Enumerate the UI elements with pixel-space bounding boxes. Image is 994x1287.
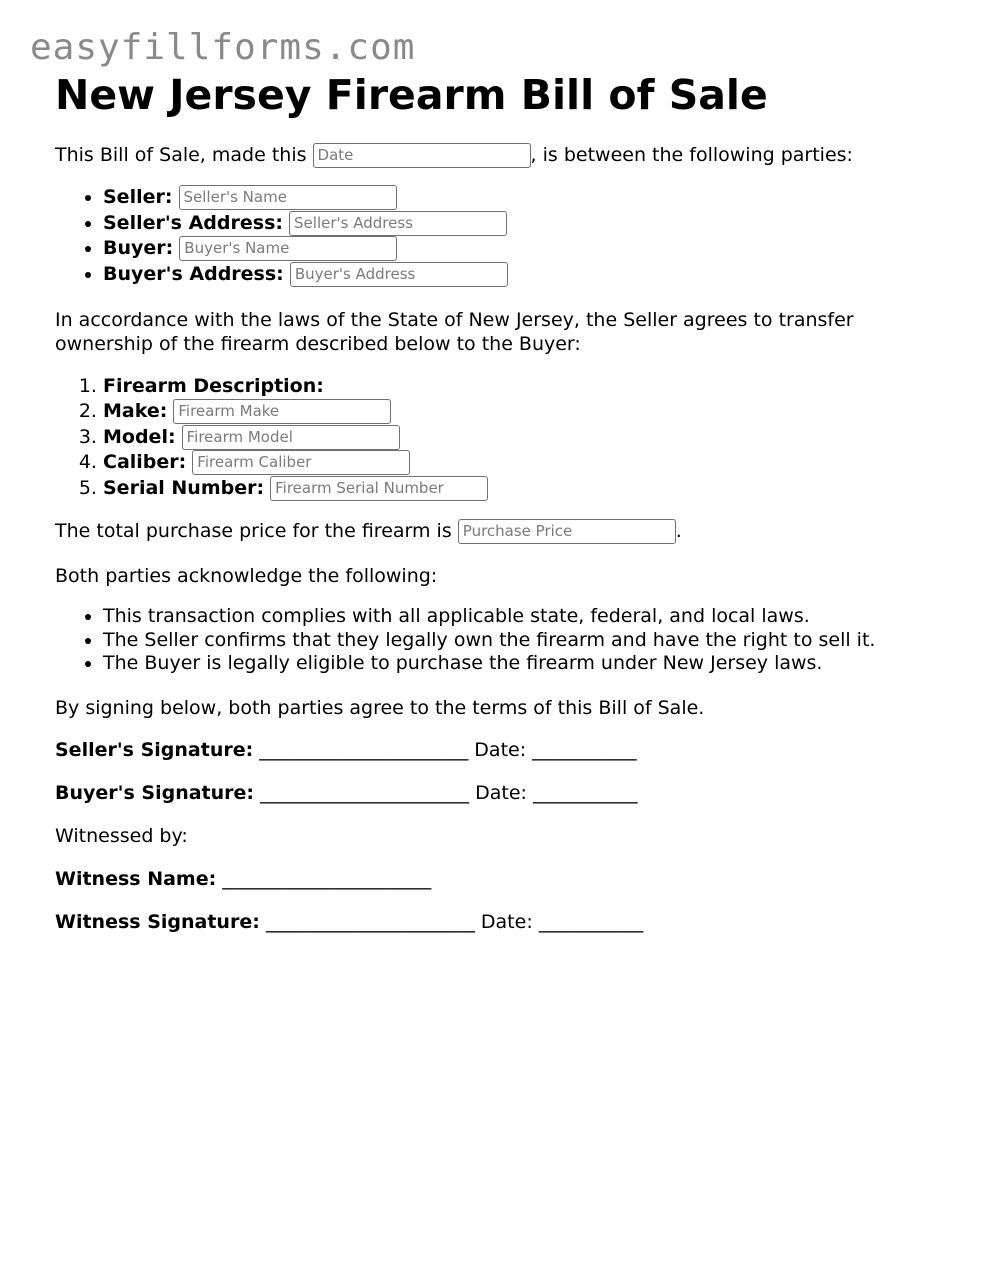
list-item-make [103,399,955,425]
list-item: • The Buyer is legally eligible to purchase the firearm under New Jersey laws. [103,652,955,676]
seller-signature-blank[interactable]: ______________________ [259,738,469,761]
firearm-description-label: Firearm Description: [103,374,324,397]
transfer-paragraph: In accordance with the laws of the State of New Jersey, the Seller agrees to transfer ownership of the firearm described below to the Buyer: [55,308,854,355]
buyer-name-field[interactable]: Buyer's Name [179,236,397,261]
seller-name-field[interactable]: Seller's Name [179,185,397,210]
price-paragraph [55,519,955,544]
seller-date-label: Date: [474,738,527,761]
parties-list [55,185,955,287]
list-item-buyer [103,236,955,262]
price-before: The total purchase price for the firearm is [55,520,452,543]
caliber-label: Caliber: [103,451,187,474]
witness-signature-label: Witness Signature: [55,910,260,933]
witnessed-by: Witnessed by: [55,824,188,847]
witness-name-line [55,867,955,892]
seller-signature-line [55,738,955,763]
agree-paragraph: By signing below, both parties agree to the terms of this Bill of Sale. [55,696,705,719]
buyer-address-field[interactable]: Buyer's Address [290,262,508,287]
seller-address-label: Seller's Address: [103,211,283,234]
acknowledgements-list [55,605,955,676]
list-item-seller-address [103,211,955,237]
witness-date-blank[interactable]: ___________ [538,910,644,933]
seller-label: Seller: [103,186,173,209]
document [55,72,955,935]
watermark: easyfillforms.com [30,27,416,68]
model-label: Model: [103,425,176,448]
price-after: . [675,520,682,543]
firearm-list [55,374,955,502]
list-item-firearm-description [103,374,955,400]
list-item-caliber [103,450,955,476]
buyer-date-blank[interactable]: ___________ [532,781,638,804]
firearm-model-field[interactable]: Firearm Model [182,425,400,450]
list-item-model [103,425,955,451]
witness-name-label: Witness Name: [55,867,217,890]
intro-before: This Bill of Sale, made this [55,144,307,167]
list-item-seller [103,185,955,211]
acknowledge-intro: Both parties acknowledge the following: [55,565,438,588]
buyer-label: Buyer: [103,237,174,260]
seller-signature-label: Seller's Signature: [55,738,254,761]
intro-after: , is between the following parties: [530,144,853,167]
witness-name-blank[interactable]: ______________________ [222,867,432,890]
firearm-make-field[interactable]: Firearm Make [173,399,391,424]
intro-paragraph [55,143,955,168]
make-label: Make: [103,400,168,423]
seller-address-field[interactable]: Seller's Address [289,211,507,236]
witness-signature-line [55,910,955,935]
firearm-caliber-field[interactable]: Firearm Caliber [192,450,410,475]
buyer-date-label: Date: [475,781,527,804]
list-item: • This transaction complies with all applicable state, federal, and local laws. [103,605,955,629]
firearm-serial-field[interactable]: Firearm Serial Number [270,476,488,501]
purchase-price-field[interactable]: Purchase Price [458,519,676,544]
list-item-buyer-address [103,262,955,288]
list-item-serial [103,476,955,502]
witness-signature-blank[interactable]: ______________________ [265,910,475,933]
buyer-signature-line [55,781,955,806]
seller-date-blank[interactable]: ___________ [532,738,637,761]
list-item: • The Seller confirms that they legally own the firearm and have the right to sell it. [103,629,955,653]
page-title: New Jersey Firearm Bill of Sale [55,71,768,119]
buyer-signature-blank[interactable]: ______________________ [260,781,470,804]
buyer-signature-label: Buyer's Signature: [55,781,254,804]
buyer-address-label: Buyer's Address: [103,262,284,285]
date-field[interactable]: Date [313,143,531,168]
serial-number-label: Serial Number: [103,476,265,499]
witness-date-label: Date: [480,910,533,933]
